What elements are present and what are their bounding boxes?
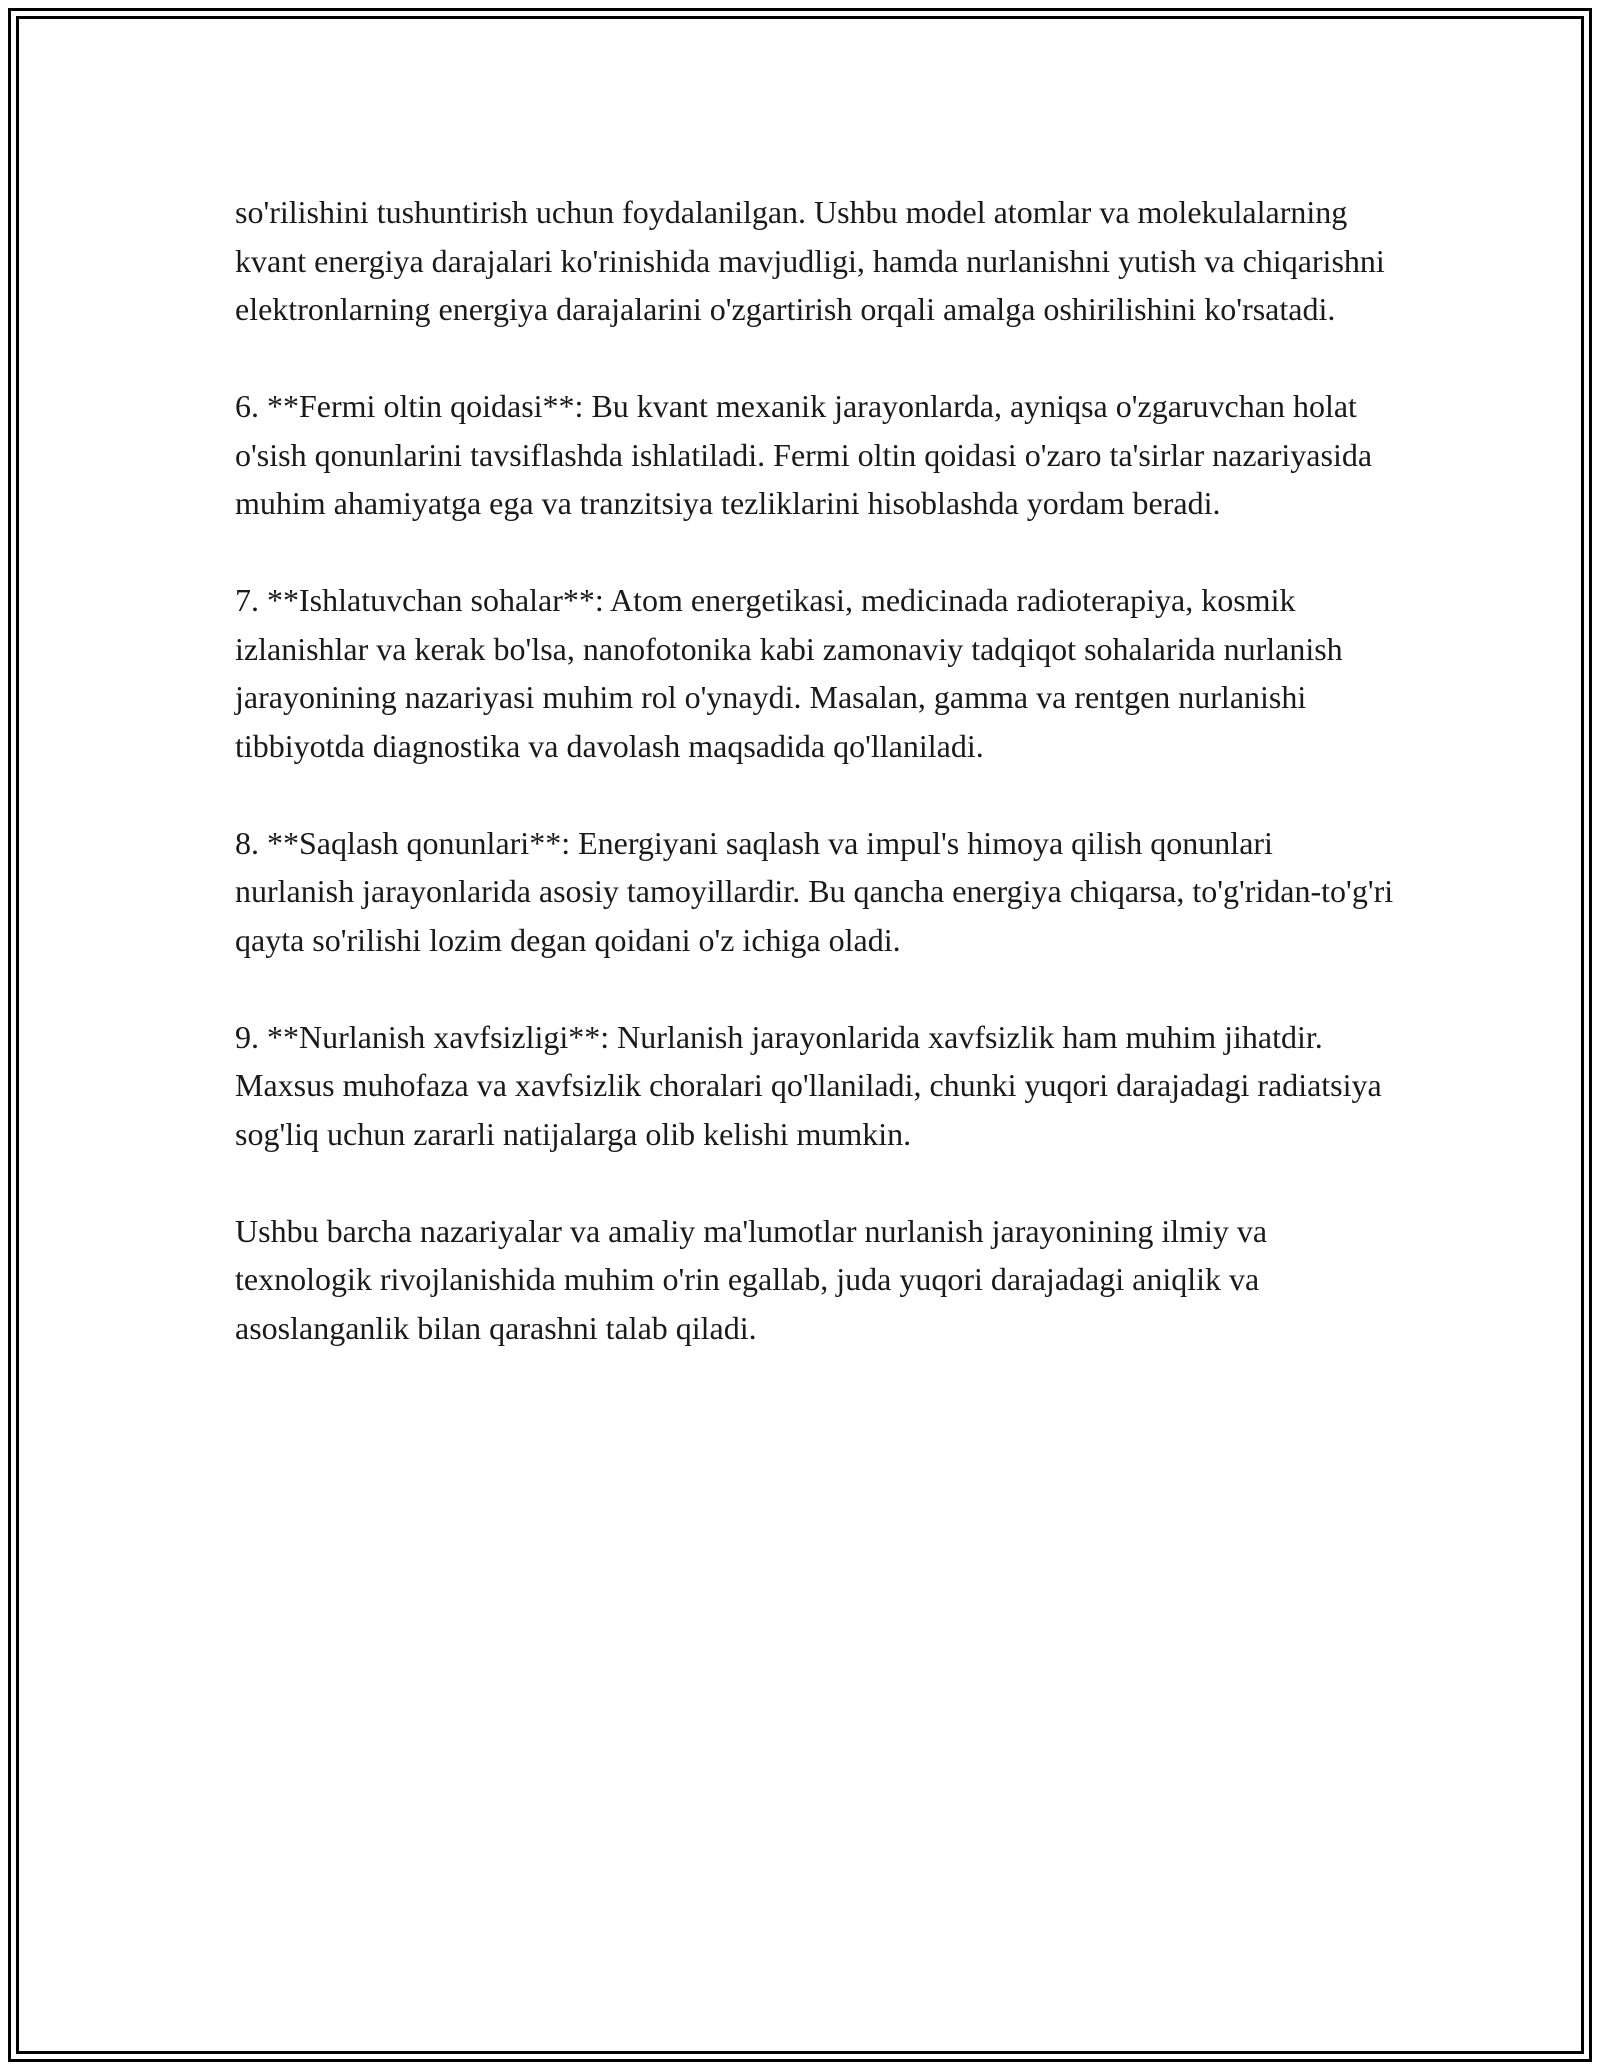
paragraph-item-6: 6. **Fermi oltin qoidasi**: Bu kvant mexanik jarayonlarda, ayniqsa o'zgaruvchan holat o'sish qonunlarini tavsiflashda ishlatiladi. Fermi oltin qoidasi o'zaro ta'sirlar nazariyasida muhim ahamiyatga ega va tranzitsiya tezliklarini hisoblashda yordam beradi.	[235, 388, 1373, 521]
paragraph-item-9: 9. **Nurlanish xavfsizligi**: Nurlanish jarayonlarida xavfsizlik ham muhim jihatdir. Maxsus muhofaza va xavfsizlik choralari qo'llaniladi, chunki yuqori darajadagi radiatsiya sog'liq uchun zararli natijalarga olib kelishi mumkin.	[235, 1018, 1382, 1152]
paragraph-item-8: 8. **Saqlash qonunlari**: Energiyani saqlash va impul's himoya qilish qonunlari nurlanish jarayonlarida asosiy tamoyillardir. Bu qancha energiya chiqarsa, to'g'ridan-to'g'ri qayta so'rilishi lozim degan qoidani o'z ichiga oladi.	[235, 824, 1394, 958]
paragraph-item-7: 7. **Ishlatuvchan sohalar**: Atom energetikasi, medicinada radioterapiya, kosmik izlanishlar va kerak bo'lsa, nanofotonika kabi zamonaviy tadqiqot sohalarida nurlanish jarayonining nazariyasi muhim rol o'ynaydi. Masalan, gamma va rentgen nurlanishi tibbiyotda diagnostika va davolash maqsadida qo'llaniladi.	[235, 582, 1343, 764]
paragraph-conclusion: Ushbu barcha nazariyalar va amaliy ma'lumotlar nurlanish jarayonining ilmiy va texnologik rivojlanishida muhim o'rin egallab, juda yuqori darajadagi aniqlik va asoslanganlik bilan qarashni talab qiladi.	[235, 1212, 1268, 1346]
document-body	[235, 188, 1395, 1401]
paragraph-continuation: so'rilishini tushuntirish uchun foydalanilgan. Ushbu model atomlar va molekulalarning kvant energiya darajalari ko'rinishida mavjudligi, hamda nurlanishni yutish va chiqarishni elektronlarning energiya darajalarini o'zgartirish orqali amalga oshirilishini ko'rsatadi.	[235, 194, 1385, 327]
